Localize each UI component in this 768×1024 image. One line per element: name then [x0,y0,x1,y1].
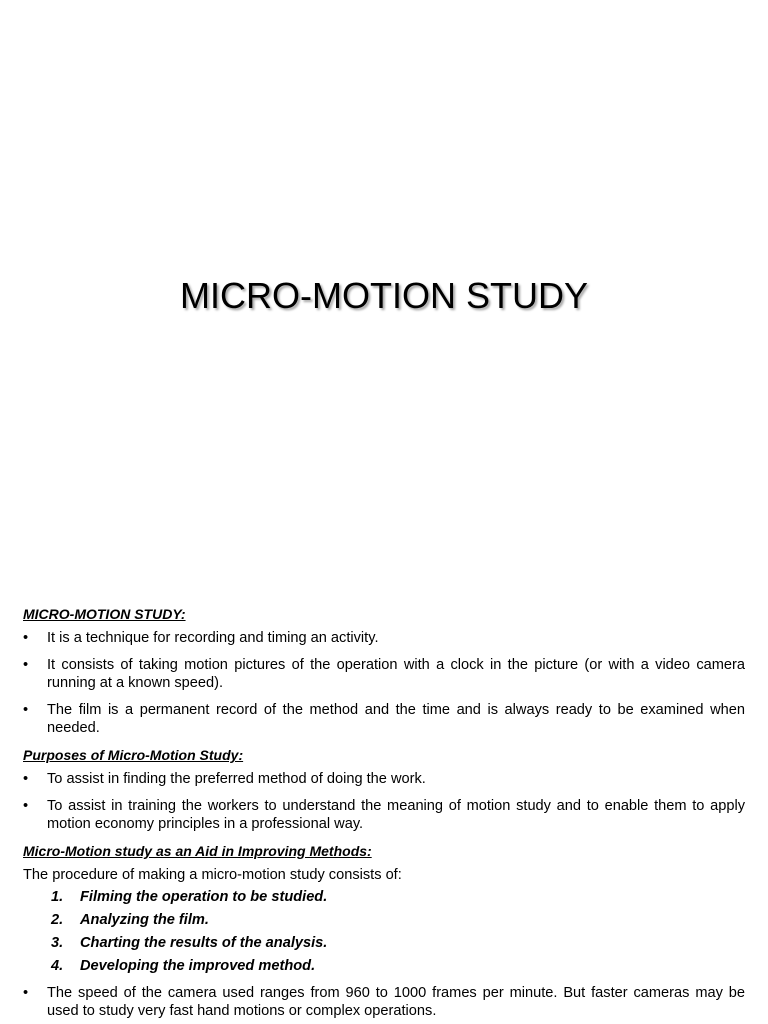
section-heading-purposes: Purposes of Micro-Motion Study: [23,747,244,763]
step-number: 2. [51,912,64,928]
step-text: Charting the results of the analysis. [80,935,328,951]
procedure-steps [23,888,745,975]
procedure-step [23,934,745,952]
list-item [23,797,745,833]
list-item [23,770,745,788]
section-heading-micro-motion-study: MICRO-MOTION STUDY: [23,606,186,622]
bullet-list-definition [23,629,745,737]
step-text: Filming the operation to be studied. [80,889,328,905]
list-item-text: To assist in training the workers to understand the meaning of motion study and to enable them to apply motion economy principles in a professional way. [47,798,745,832]
procedure-intro: The procedure of making a micro-motion study consists of: [23,867,402,883]
step-number: 1. [51,889,64,905]
step-number: 3. [51,935,64,951]
bullet-icon: • [23,630,29,646]
bullet-list-purposes [23,770,745,833]
list-item [23,701,745,737]
slide-content [23,605,745,1024]
bullet-icon: • [23,985,29,1001]
list-item-text: It consists of taking motion pictures of the operation with a clock in the picture (or with a video camera running at a known speed). [47,657,745,691]
slide-title: MICRO-MOTION STUDY [180,275,588,316]
procedure-step [23,911,745,929]
procedure-step [23,888,745,906]
list-item [23,656,745,692]
section-heading-improving-methods: Micro-Motion study as an Aid in Improving Methods: [23,843,372,859]
step-text: Developing the improved method. [80,958,316,974]
list-item-text: The speed of the camera used ranges from 960 to 1000 frames per minute. But faster cameras may be used to study very fast hand motions or complex operations. [47,985,745,1019]
list-item-text: It is a technique for recording and timing an activity. [47,630,379,646]
list-item [23,984,745,1020]
step-text: Analyzing the film. [80,912,209,928]
list-item-text: The film is a permanent record of the method and the time and is always ready to be examined when needed. [47,702,745,736]
list-item [23,629,745,647]
bullet-list-camera [23,984,745,1020]
bullet-icon: • [23,657,29,673]
bullet-icon: • [23,798,29,814]
step-number: 4. [51,958,64,974]
bullet-icon: • [23,702,29,718]
list-item-text: To assist in finding the preferred method of doing the work. [47,771,426,787]
bullet-icon: • [23,771,29,787]
procedure-step [23,957,745,975]
